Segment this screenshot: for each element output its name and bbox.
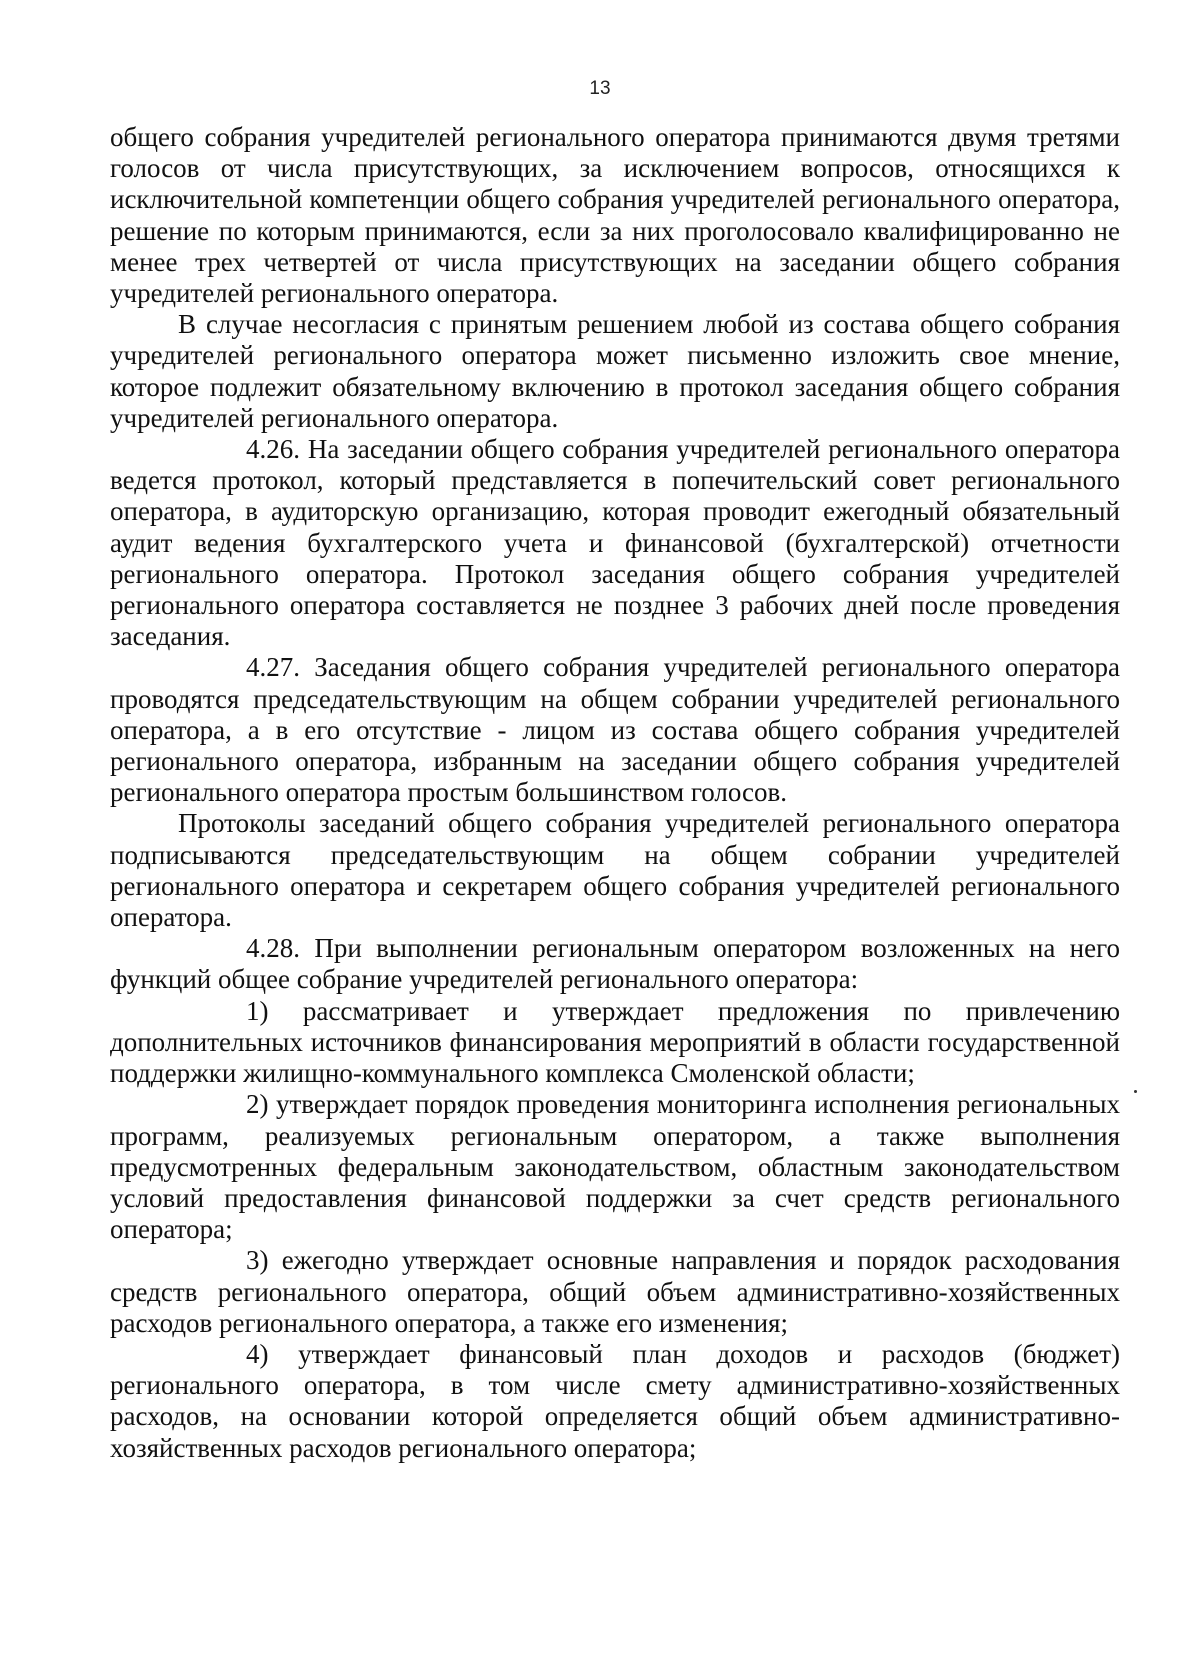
list-item-text: рассматривает и утверждает предложения по привлечению дополнительных источников финансирования мероприятий в области государственной поддержки жилищно-коммунального комплекса Смоленской области; (110, 995, 1121, 1089)
paragraph-text: В случае несогласия с принятым решением любой из состава общего собрания учредителей регионального оператора может письменно изложить свое мнение, которое подлежит обязательному включению в протокол заседания общего собрания учредителей регионального оператора. (110, 309, 1120, 433)
list-item-1 (110, 996, 1120, 1090)
list-item-4 (110, 1339, 1120, 1464)
document-body (110, 122, 1120, 1464)
page-number: 13 (589, 78, 611, 99)
list-item-number: 4) (246, 1338, 269, 1369)
clause-number: 4.26. (246, 434, 300, 465)
paragraph-continuation (110, 122, 1120, 309)
clause-4-28 (110, 933, 1120, 995)
clause-number: 4.27. (246, 652, 300, 683)
clause-4-26 (110, 434, 1120, 652)
list-item-text: утверждает порядок проведения мониторинга исполнения региональных программ, реализуемых региональным оператором, а также выполнения предусмотренных федеральным законодательством, областным законодательством условий предоставления финансовой поддержки за счет средств регионального оператора; (110, 1089, 1121, 1245)
list-item-text: ежегодно утверждает основные направления и порядок расходования средств регионального оператора, общий объем административно-хозяйственных расходов регионального оператора, а также его изменения; (110, 1245, 1121, 1338)
list-item-2 (110, 1089, 1120, 1245)
list-item-number: 3) (246, 1245, 269, 1276)
scan-speck (1134, 1090, 1137, 1093)
list-item-number: 2) (246, 1089, 269, 1120)
paragraph-text: Протоколы заседаний общего собрания учредителей регионального оператора подписываются председательствующим на общем собрании учредителей регионального оператора и секретарем общего собрания учредителей регионального оператора. (110, 808, 1120, 933)
clause-text: Заседания общего собрания учредителей регионального оператора проводятся председательствующим на общем собрании учредителей регионального оператора, а в его отсутствие - лицом из состава общего собрания учредителей регионального оператора, избранным на заседании общего собрания учредителей регионального оператора простым большинством голосов. (110, 652, 1120, 808)
paragraph-protocols (110, 808, 1120, 933)
paragraph-dissent (110, 309, 1120, 434)
list-item-number: 1) (246, 995, 269, 1026)
clause-text: При выполнении региональным оператором возложенных на него функций общее собрание учредителей регионального оператора: (110, 933, 1121, 995)
clause-4-27 (110, 652, 1120, 808)
clause-text: На заседании общего собрания учредителей регионального оператора ведется протокол, который представляется в попечительский совет регионального оператора, в аудиторскую организацию, которая проводит ежегодный обязательный аудит ведения бухгалтерского учета и финансовой (бухгалтерской) отчетности регионального оператора. Протокол заседания общего собрания учредителей регионального оператора составляется не позднее 3 рабочих дней после проведения заседания. (110, 434, 1121, 652)
clause-number: 4.28. (246, 933, 300, 964)
list-item-3 (110, 1245, 1120, 1339)
list-item-text: утверждает финансовый план доходов и расходов (бюджет) регионального оператора, в том числе смету административно-хозяйственных расходов, на основании которой определяется общий объем административно-хозяйственных расходов регионального оператора; (110, 1338, 1120, 1463)
paragraph-text: общего собрания учредителей регионального оператора принимаются двумя третями голосов от числа присутствующих, за исключением вопросов, относящихся к исключительной компетенции общего собрания учредителей регионального оператора, решение по которым принимаются, если за них проголосовало квалифицированно не менее трех четвертей от числа присутствующих на заседании общего собрания учредителей регионального оператора. (110, 122, 1120, 309)
